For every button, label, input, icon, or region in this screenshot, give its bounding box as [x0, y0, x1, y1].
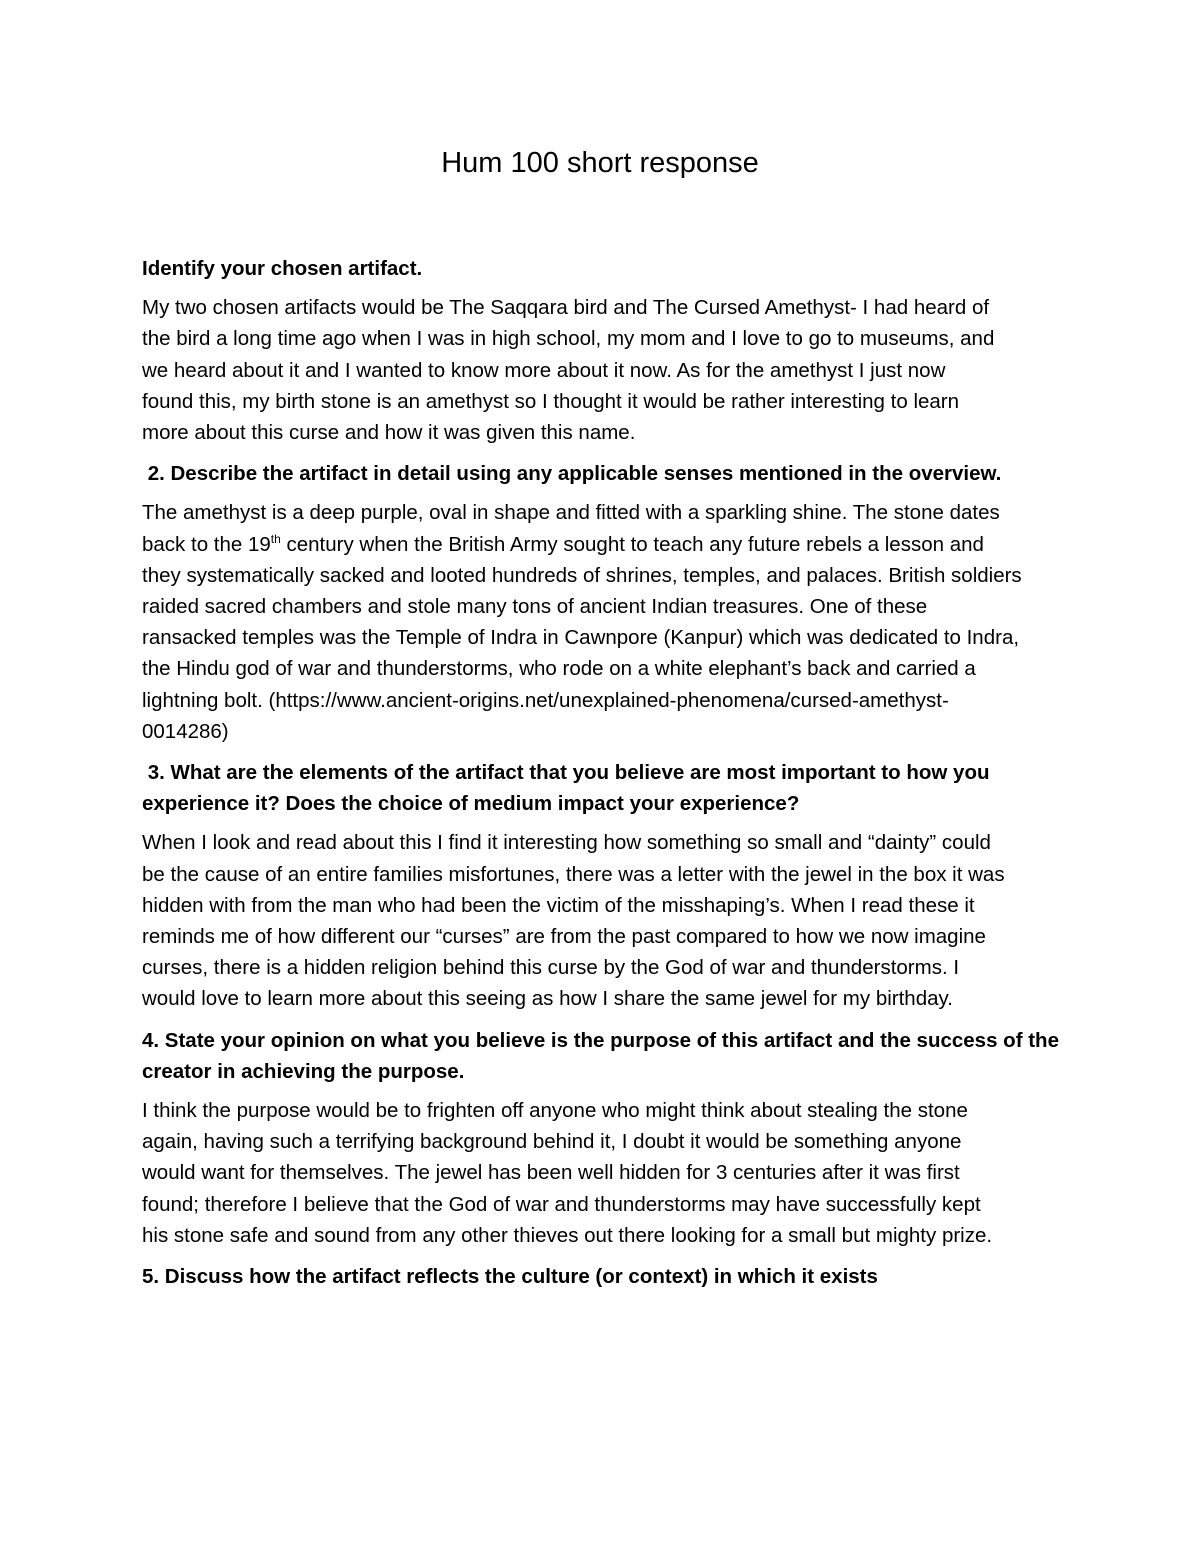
ordinal-superscript: th: [270, 531, 281, 546]
question-2-heading: 2. Describe the artifact in detail using any applicable senses mentioned in the overview.: [142, 462, 1002, 486]
answer-1-line: My two chosen artifacts would be The Saqqara bird and The Cursed Amethyst- I had heard of: [142, 296, 990, 320]
answer-3: [142, 827, 1060, 1014]
answer-2-line: ransacked temples was the Temple of Indra in Cawnpore (Kanpur) which was dedicated to Indra,: [142, 626, 1020, 650]
question-3-heading: [142, 757, 1060, 819]
answer-2-text: back to the 19: [142, 532, 271, 556]
answer-3-line: hidden with from the man who had been the victim of the misshaping’s. When I read these it: [142, 893, 975, 917]
document-body: [142, 253, 1060, 1292]
answer-1: [142, 292, 1060, 448]
document-title: Hum 100 short response: [441, 147, 759, 179]
answer-2-line: raided sacred chambers and stole many tons of ancient Indian treasures. One of these: [142, 595, 928, 619]
answer-1-line: found this, my birth stone is an amethyst so I thought it would be rather interesting to learn: [142, 389, 960, 413]
answer-4-line: his stone safe and sound from any other thieves out there looking for a small but mighty prize.: [142, 1223, 993, 1247]
answer-1-line: more about this curse and how it was given this name.: [142, 421, 636, 445]
answer-4-line: again, having such a terrifying background behind it, I doubt it would be something anyone: [142, 1130, 962, 1154]
answer-3-line: reminds me of how different our “curses” are from the past compared to how we now imagine: [142, 925, 986, 949]
answer-2-text: century when the British Army sought to teach any future rebels a lesson and: [280, 532, 984, 556]
answer-2-line: the Hindu god of war and thunderstorms, who rode on a white elephant’s back and carried a: [142, 657, 976, 681]
answer-3-line: would love to learn more about this seeing as how I share the same jewel for my birthday.: [142, 987, 953, 1011]
question-1-heading: Identify your chosen artifact.: [142, 257, 423, 280]
answer-1-line: we heard about it and I wanted to know more about it now. As for the amethyst I just now: [142, 358, 946, 382]
answer-1-line: the bird a long time ago when I was in high school, my mom and I love to go to museums, and: [142, 327, 995, 351]
answer-4: [142, 1095, 1060, 1251]
answer-2-line: The amethyst is a deep purple, oval in shape and fitted with a sparkling shine. The stone dates: [142, 501, 1000, 525]
answer-3-line: curses, there is a hidden religion behind this curse by the God of war and thunderstorms. I: [142, 956, 960, 980]
answer-2-line: they systematically sacked and looted hundreds of shrines, temples, and palaces. British soldiers: [142, 563, 1022, 587]
question-4-heading-line: 4. State your opinion on what you believe is the purpose of this artifact and the success of the: [142, 1028, 1059, 1052]
answer-2-line: lightning bolt. (https://www.ancient-origins.net/unexplained-phenomena/cursed-amethyst-: [142, 688, 949, 712]
answer-2: [142, 497, 1060, 747]
question-5-heading: 5. Discuss how the artifact reflects the culture (or context) in which it exists: [142, 1265, 878, 1289]
answer-2-line: [142, 529, 1060, 560]
answer-4-line: I think the purpose would be to frighten off anyone who might think about stealing the stone: [142, 1099, 968, 1123]
answer-3-line: be the cause of an entire families misfortunes, there was a letter with the jewel in the box it was: [142, 862, 1005, 886]
question-4-heading-line: creator in achieving the purpose.: [142, 1059, 465, 1083]
question-3-heading-line: 3. What are the elements of the artifact that you believe are most important to how you: [142, 761, 990, 785]
question-3-heading-line: experience it? Does the choice of medium impact your experience?: [142, 792, 800, 816]
question-4-heading: [142, 1025, 1060, 1087]
answer-4-line: would want for themselves. The jewel has been well hidden for 3 centuries after it was first: [142, 1161, 960, 1185]
answer-4-line: found; therefore I believe that the God of war and thunderstorms may have successfully kept: [142, 1192, 981, 1216]
answer-2-line: 0014286): [142, 719, 229, 743]
answer-3-line: When I look and read about this I find it interesting how something so small and “dainty” could: [142, 831, 991, 855]
